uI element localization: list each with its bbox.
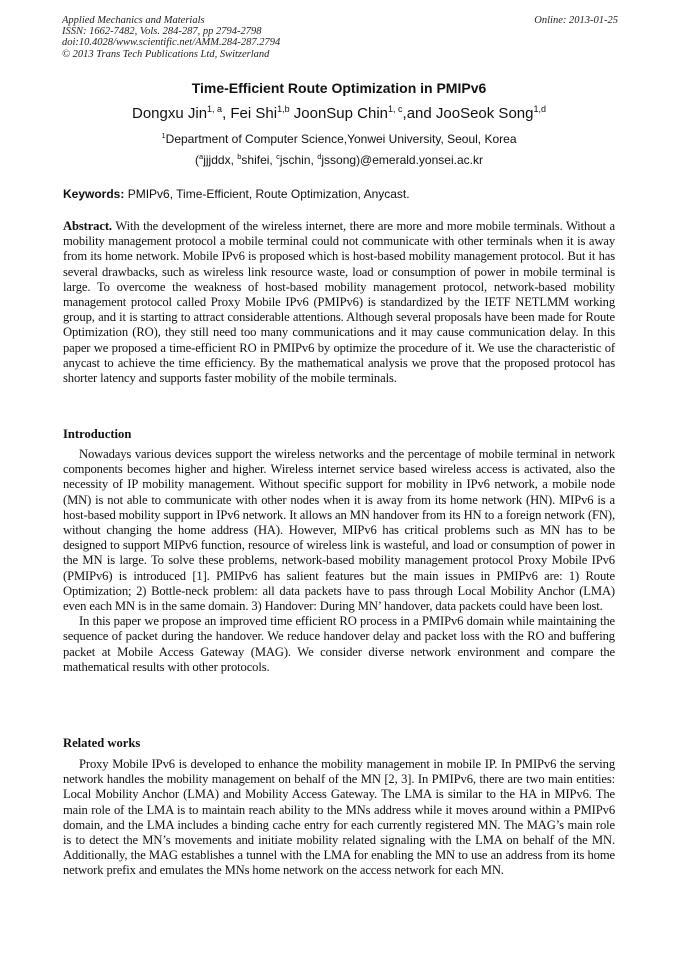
related-works-heading: Related works (63, 736, 141, 750)
paper-title: Time-Efficient Route Optimization in PMIPv6 (191, 80, 487, 96)
author-mark: 1, a (207, 104, 223, 114)
introduction-heading: Introduction (63, 427, 132, 441)
email-mark: c (276, 152, 280, 161)
email-mark: b (237, 152, 242, 161)
author-name: Dongxu Jin (132, 105, 208, 122)
keywords (63, 187, 615, 201)
issn-line: ISSN: 1662-7482, Vols. 284-287, pp 2794-2798 (62, 26, 262, 38)
paragraph: Proxy Mobile IPv6 is developed to enhance the mobility management in mobile IP. In PMIPv6 the serving network handles the mobility management on behalf of the MN [2, 3]. In PMIPv6, there are two main entities: Local Mobility Anchor (LMA) and Mobility Access Gateway. The LMA is similar to the HA in MIPv6. The main role of the LMA is to maintain reach ability to the MNs address while it moves around within a PMIPv6 domain, and the LMA includes a binding cache entry for each currently registered MN. The MAG’s main role is to detect the MN’s movements and initiate mobility related signaling with the LMA on behalf of the MN. Additionally, the MAG establishes a tunnel with the LMA for enabling the MN to use an address from its home network prefix and emulates the MNs home network on the access network for each MN. (63, 757, 615, 878)
author-list (0, 104, 678, 122)
journal-name: Applied Mechanics and Materials (62, 15, 205, 26)
email-line (0, 152, 678, 167)
affiliation-text: Department of Computer Science,Yonwei University, Seoul, Korea (165, 132, 517, 146)
introduction-body (63, 447, 615, 675)
email-text: jssong)@emerald.yonsei.ac.kr (321, 153, 483, 167)
affiliation (0, 131, 678, 146)
affiliation-mark: 1 (161, 131, 166, 140)
author-mark: 1,d (533, 104, 546, 114)
page-header (62, 15, 618, 60)
email-mark: a (199, 152, 204, 161)
email-mark: d (317, 152, 322, 161)
email-text: jjjddx, (203, 153, 238, 167)
abstract-label: Abstract. (63, 219, 112, 233)
author-name: , Fei Shi (222, 105, 278, 122)
author-name: ,and JooSeok Song (402, 105, 534, 122)
author-name: JoonSup Chin (289, 105, 389, 122)
email-text: jschin, (279, 153, 318, 167)
keywords-label: Keywords: (63, 187, 125, 201)
related-works-body (63, 757, 615, 879)
paragraph: In this paper we propose an improved time efficient RO process in a PMIPv6 domain while maintaining the sequence of packet during the handover. We reduce handover delay and packet loss with the RO and buffering packet at Mobile Access Gateway (MAG). We consider diverse network environment and compare the mathematical results with other protocols. (63, 614, 615, 674)
doi-line: doi:10.4028/www.scientific.net/AMM.284-287.2794 (62, 37, 281, 49)
keywords-text: PMIPv6, Time-Efficient, Route Optimization, Anycast. (124, 187, 410, 201)
paragraph: Nowadays various devices support the wireless networks and the percentage of mobile terminal in network components becomes higher and higher. Wireless internet service based wireless access is activated, also the necessity of IP mobility management. Without specific support for mobility in IPv6 network, a mobile node (MN) is not able to communicate with other nodes when it is away from its home network (HN). MIPv6 is a host-based mobility support in IPv6 network. It allows an MN handover from its HN to a foreign network (FN), without changing the home address (HA). However, MIPv6 has critical problems such as MN has to be designed to support MIPv6 function, resource of wireless link is wasteful, and load or consumption of power in the MN is large. To solve these problems, network-based mobility management protocol Proxy Mobile IPv6 (PMIPv6) is introduced [1]. PMIPv6 has salient features but the main issues in PMIPv6 are: 1) Route Optimization; 2) Bottle-neck problem: all data packets have to pass through Local Mobility Anchor (LMA) even each MN is in the same domain. 3) Handover: During MN’ handover, data packets could have been lost. (63, 447, 615, 614)
abstract (63, 219, 615, 386)
online-date: Online: 2013-01-25 (534, 15, 618, 26)
author-mark: 1,b (277, 104, 290, 114)
email-text: shifei, (241, 153, 277, 167)
email-text: ( (195, 153, 200, 167)
author-mark: 1, c (388, 104, 403, 114)
abstract-text: With the development of the wireless internet, there are more and more mobile terminals. Without a mobility management protocol a mobile terminal could not communicate with other terminals when it is away from its home network. Mobile IPv6 is proposed which is host-based mobility management protocol. But it has several drawbacks, such as wireless link resource waste, load or consumption of power in mobile terminal is large. To overcome the weakness of host-based mobility management protocol, network-based mobility management protocol called Proxy Mobile IPv6 (PMIPv6) is standardized by the IETF NETLMM working group, and it is starting to attract considerable attentions. Although several proposals have been made for Route Optimization (RO), they still need too many communications and it may cause communication delay. In this paper we proposed a time-efficient RO in PMIPv6 by optimize the procedure of it. We use the characteristic of anycast to achieve the time efficiency. By the mathematical analysis we prove that the proposed protocol has shorter latency and supports faster mobility of the mobile terminals. (63, 219, 615, 386)
copyright-line: © 2013 Trans Tech Publications Ltd, Switzerland (62, 48, 270, 60)
